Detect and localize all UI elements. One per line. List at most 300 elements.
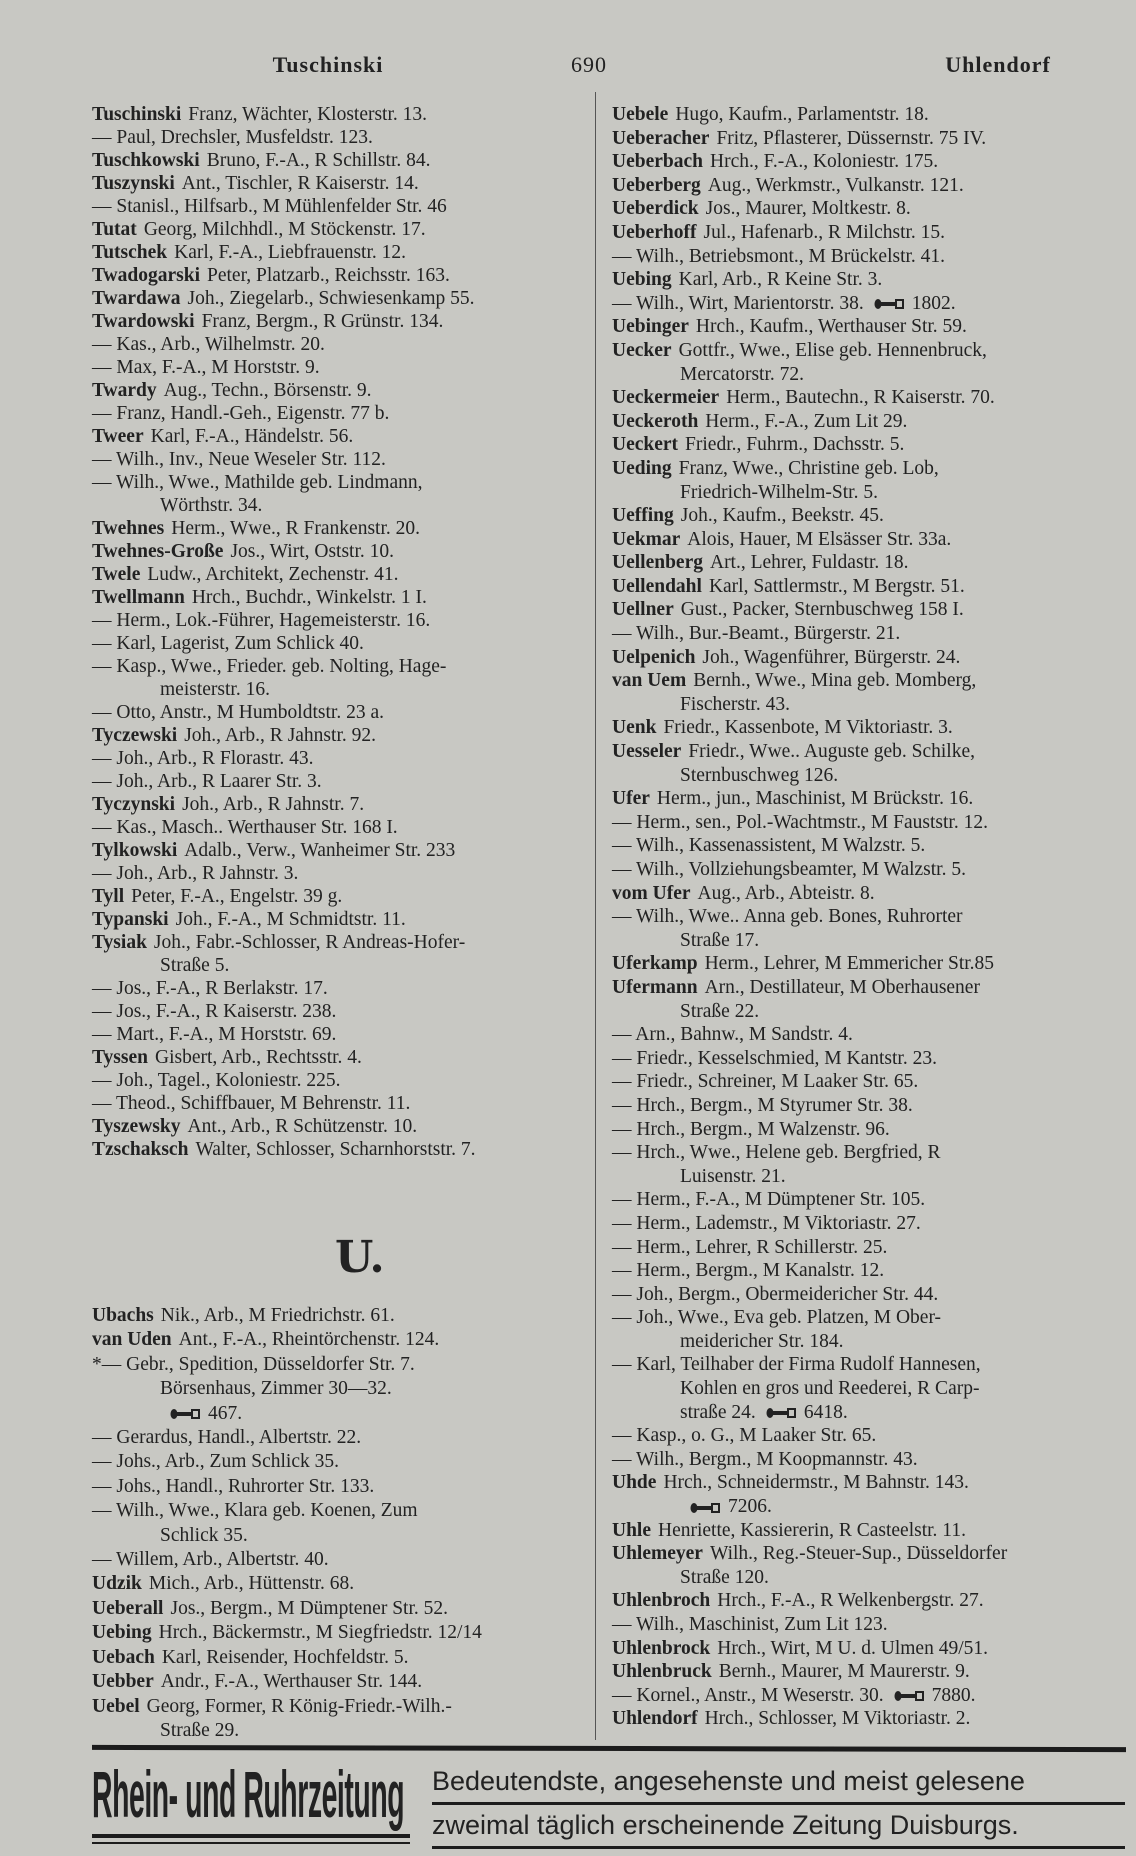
telephone-icon — [874, 298, 904, 310]
entry-surname: Uhle — [612, 1519, 651, 1541]
entry-details: — Wilh., Bur.-Beamt., Bürgerstr. 21. — [612, 623, 901, 645]
directory-entry — [92, 517, 476, 540]
entry-surname: Ueckert — [612, 434, 679, 456]
directory-entry — [92, 1548, 482, 1572]
entry-details: — Joh., Wwe., Eva geb. Platzen, M Ober- — [612, 1307, 942, 1329]
entry-continuation — [612, 481, 1007, 505]
entry-details: — Max, F.-A., M Horststr. 9. — [92, 357, 320, 378]
entry-details: Walter, Schlosser, Scharnhorststr. 7. — [195, 1139, 476, 1160]
entry-details: Karl, Reisender, Hochfeldstr. 5. — [161, 1646, 409, 1668]
directory-entry — [612, 1212, 1007, 1236]
entry-details: Luisenstr. 21. — [680, 1165, 786, 1187]
directory-entry — [612, 1707, 1007, 1731]
entry-details: — Hrch., Bergm., M Styrumer Str. 38. — [612, 1094, 913, 1116]
entry-surname: Uebel — [92, 1695, 140, 1717]
entry-continuation — [612, 1165, 1007, 1189]
section-letter-heading: U. — [335, 1232, 385, 1283]
directory-entry — [92, 1023, 476, 1046]
directory-entry — [612, 1637, 1007, 1661]
entry-surname: Uesseler — [612, 741, 682, 763]
entry-details: Aug., Arb., Abteistr. 8. — [697, 882, 875, 904]
entry-details: Karl, Arb., R Keine Str. 3. — [678, 269, 883, 291]
directory-entry — [92, 839, 476, 862]
entry-details: Jos., Wirt, Oststr. 10. — [230, 541, 394, 562]
entry-details: Hrch., Schneidermstr., M Bahnstr. 143. — [663, 1472, 969, 1494]
directory-entry — [612, 174, 1007, 198]
directory-entry — [612, 834, 1007, 858]
directory-entry — [92, 632, 476, 655]
directory-entry — [92, 1670, 482, 1694]
newspaper-logo — [92, 1758, 410, 1830]
directory-entry — [92, 1069, 476, 1092]
entry-surname: Tzschaksch — [92, 1139, 189, 1160]
entry-details: Ant., Arb., R Schützenstr. 10. — [187, 1116, 418, 1137]
entry-details: meisterstr. 16. — [160, 679, 270, 700]
entry-details: — Wilh., Maschinist, Zum Lit 123. — [612, 1614, 888, 1635]
entry-surname: Twellmann — [92, 587, 185, 608]
directory-entry — [612, 1448, 1007, 1472]
entry-details: Franz, Bergm., R Grünstr. 134. — [201, 311, 444, 332]
entry-details: Nik., Arb., M Friedrichstr. 61. — [160, 1305, 395, 1326]
entry-surname: van Uem — [612, 670, 687, 692]
entry-details: Straße 120. — [680, 1566, 769, 1588]
directory-entry — [612, 268, 1007, 292]
directory-entry — [92, 1621, 482, 1645]
entry-details: Sternbuschweg 126. — [680, 764, 839, 786]
directory-entry — [612, 575, 1007, 599]
directory-entry — [92, 1000, 476, 1023]
entry-details: Adalb., Verw., Wanheimer Str. 233 — [184, 840, 456, 861]
entry-surname: Ueberbach — [612, 151, 703, 173]
entry-details: Herm., Wwe., R Frankenstr. 20. — [171, 518, 421, 539]
entry-details: — Wilh., Vollziehungsbeamter, M Walzstr. 5. — [612, 859, 966, 880]
entry-details: — Kas., Masch.. Werthauser Str. 168 I. — [92, 817, 398, 838]
entry-continuation — [612, 1330, 1007, 1354]
entry-details: Mercatorstr. 72. — [680, 363, 805, 385]
entry-details: Mich., Arb., Hüttenstr. 68. — [148, 1573, 355, 1595]
entry-details: Straße 17. — [680, 929, 760, 951]
entry-details: Jul., Hafenarb., R Milchstr. 15. — [703, 221, 946, 243]
directory-entry — [612, 1094, 1007, 1118]
entry-surname: Tyssen — [92, 1047, 148, 1068]
entry-surname: Tutat — [92, 219, 137, 240]
entry-details: Alois, Hauer, M Elsässer Str. 33a. — [687, 528, 952, 550]
entry-surname: Uenk — [612, 717, 657, 739]
entry-details: — Wilh., Betriebsmont., M Brückelstr. 41. — [612, 245, 946, 267]
entry-details: Fischerstr. 43. — [680, 693, 790, 715]
entry-details: Friedr., Fuhrm., Dachsstr. 5. — [685, 434, 905, 456]
entry-details: Joh., Arb., R Jahnstr. 92. — [184, 725, 376, 746]
entry-details: — Willem, Arb., Albertstr. 40. — [92, 1549, 329, 1571]
directory-entry — [92, 126, 476, 149]
entry-details: Herm., Lehrer, M Emmericher Str.85 — [704, 953, 995, 975]
entry-details: — Wilh., Inv., Neue Weseler Str. 112. — [92, 449, 386, 470]
entry-continuation — [612, 363, 1007, 387]
entry-surname: Uecker — [612, 339, 672, 361]
entry-surname: Ueding — [612, 457, 672, 479]
entry-details: — Otto, Anstr., M Humboldtstr. 23 a. — [92, 702, 384, 723]
entry-details: Ludw., Architekt, Zechenstr. 41. — [147, 564, 399, 585]
entry-details: — Hrch., Wwe., Helene geb. Bergfried, R — [612, 1142, 941, 1164]
entry-details: — Karl, Teilhaber der Firma Rudolf Hannesen, — [612, 1354, 981, 1376]
directory-entry — [92, 1475, 482, 1499]
directory-entry — [612, 1188, 1007, 1212]
entry-surname: Ueberall — [92, 1597, 164, 1619]
entry-details: — Kornel., Anstr., M Weserstr. 30. — [612, 1684, 884, 1706]
directory-entry — [612, 646, 1007, 670]
entry-surname: Tyczynski — [92, 794, 176, 815]
entry-surname: Ufer — [612, 788, 650, 810]
directory-entry — [612, 1684, 1007, 1708]
entry-details: Joh., Wagenführer, Bürgerstr. 24. — [702, 646, 961, 668]
entry-surname: Uebber — [92, 1671, 154, 1693]
entry-surname: Ueckermeier — [612, 387, 720, 409]
entry-details: — Joh., Arb., R Florastr. 43. — [92, 748, 314, 769]
entry-continuation — [92, 1719, 482, 1743]
entry-details: — Arn., Bahnw., M Sandstr. 4. — [612, 1024, 853, 1046]
entry-surname: Uhde — [612, 1472, 657, 1494]
directory-entry — [92, 655, 476, 678]
entry-details: Hrch., F.-A., Koloniestr. 175. — [710, 151, 939, 173]
entry-surname: Uebele — [612, 104, 669, 125]
entry-details: — Joh., Arb., R Laarer Str. 3. — [92, 771, 322, 792]
entry-surname: Twehnes-Große — [92, 541, 224, 562]
directory-entry — [612, 1047, 1007, 1071]
entry-details: — Herm., Lehrer, R Schillerstr. 25. — [612, 1236, 888, 1258]
entry-surname: Ueckeroth — [612, 410, 699, 432]
directory-entry — [92, 540, 476, 563]
directory-entry — [612, 952, 1007, 976]
entry-details: Karl, F.-A., Händelstr. 56. — [150, 426, 354, 447]
telephone-number: 7206. — [728, 1496, 772, 1518]
entry-details: — Wilh., Wwe.. Anna geb. Bones, Ruhrorter — [612, 906, 963, 928]
entry-surname: Uebach — [92, 1646, 155, 1668]
directory-entry — [612, 811, 1007, 835]
directory-entry — [612, 1259, 1007, 1283]
entry-surname: vom Ufer — [612, 882, 691, 904]
directory-entry — [612, 386, 1007, 410]
entry-details: — Wilh., Bergm., M Koopmannstr. 43. — [612, 1448, 918, 1470]
directory-entry — [92, 1092, 476, 1115]
entry-continuation — [612, 1495, 1007, 1519]
entry-details: — Friedr., Schreiner, M Laaker Str. 65. — [612, 1071, 919, 1093]
entry-details: Franz, Wwe., Christine geb. Lob, — [678, 457, 939, 479]
entry-surname: Tysiak — [92, 932, 147, 953]
directory-entry — [612, 103, 1007, 127]
entry-surname: Ueberacher — [612, 127, 710, 149]
directory-entry — [92, 885, 476, 908]
directory-entry — [92, 1328, 482, 1352]
directory-entry — [92, 908, 476, 931]
directory-entry — [612, 504, 1007, 528]
entry-details: — Paul, Drechsler, Musfeldstr. 123. — [92, 127, 373, 148]
entry-surname: Twele — [92, 564, 141, 585]
directory-entry — [612, 315, 1007, 339]
running-head-right: Uhlendorf — [945, 52, 1051, 77]
entry-surname: Uebing — [92, 1622, 152, 1644]
directory-entry — [612, 1283, 1007, 1307]
entry-details: — Hrch., Bergm., M Walzenstr. 96. — [612, 1118, 890, 1140]
entry-surname: Twehnes — [92, 518, 165, 539]
entry-details: Jos., Maurer, Moltkestr. 8. — [705, 198, 911, 220]
entry-details: Straße 29. — [160, 1719, 240, 1741]
directory-entry — [92, 471, 476, 494]
directory-entry — [92, 402, 476, 425]
directory-entry — [612, 339, 1007, 363]
directory-entry — [612, 1141, 1007, 1165]
entry-surname: Tyczewski — [92, 725, 178, 746]
directory-entry — [92, 1572, 482, 1596]
directory-entry — [612, 787, 1007, 811]
entry-details: Hrch., Kaufm., Werthauser Str. 59. — [695, 316, 967, 338]
entry-surname: Tyszewsky — [92, 1116, 181, 1137]
directory-entry — [612, 197, 1007, 221]
entry-details: — Wilh., Kassenassistent, M Walzstr. 5. — [612, 835, 926, 857]
entry-details: Joh., Kaufm., Beekstr. 45. — [680, 505, 884, 527]
directory-entry — [92, 609, 476, 632]
entry-details: — Karl, Lagerist, Zum Schlick 40. — [92, 633, 364, 654]
entry-surname: Tweer — [92, 426, 144, 447]
entry-continuation — [612, 929, 1007, 953]
entry-surname: Uferkamp — [612, 953, 698, 975]
entry-details: Joh., Arb., R Jahnstr. 7. — [182, 794, 365, 815]
entry-continuation — [92, 954, 476, 977]
entry-surname: Typanski — [92, 909, 169, 930]
entry-details: — Joh., Arb., R Jahnstr. 3. — [92, 863, 299, 884]
running-head-left: Tuschinski — [272, 52, 384, 77]
directory-entry — [92, 218, 476, 241]
entry-continuation — [92, 1402, 482, 1426]
entry-details: Gottfr., Wwe., Elise geb. Hennenbruck, — [678, 339, 987, 361]
directory-entry — [92, 724, 476, 747]
entry-details: — Kasp., Wwe., Frieder. geb. Nolting, Hage- — [92, 656, 447, 677]
entry-details: — Friedr., Kesselschmied, M Kantstr. 23. — [612, 1047, 937, 1069]
directory-entry — [92, 586, 476, 609]
entry-surname: Ubachs — [92, 1305, 154, 1326]
directory-entry — [612, 292, 1007, 316]
directory-entry — [612, 1542, 1007, 1566]
directory-entry — [92, 448, 476, 471]
telephone-icon — [690, 1502, 720, 1514]
directory-entry — [612, 127, 1007, 151]
directory-entry — [612, 905, 1007, 929]
entry-details: Aug., Techn., Börsenstr. 9. — [163, 380, 372, 401]
entry-details: Wilh., Reg.-Steuer-Sup., Düsseldorfer — [709, 1543, 1008, 1565]
entry-surname: Udzik — [92, 1573, 142, 1595]
entry-details: Straße 5. — [160, 955, 230, 976]
page-number: 690 — [571, 52, 607, 77]
telephone-number: 7880. — [931, 1684, 976, 1706]
entry-details: Joh., F.-A., M Schmidtstr. 11. — [175, 909, 406, 930]
entry-details: Andr., F.-A., Werthauser Str. 144. — [160, 1671, 423, 1693]
entry-continuation — [92, 1524, 482, 1548]
entry-details: Karl, F.-A., Liebfrauenstr. 12. — [174, 242, 406, 263]
entry-surname: Uekmar — [612, 528, 681, 550]
directory-entry — [612, 1613, 1007, 1637]
directory-entry — [92, 1646, 482, 1670]
entry-details: — Wilh., Wirt, Marientorstr. 38. — [612, 292, 864, 314]
entry-surname: Tutschek — [92, 242, 168, 263]
directory-entry — [92, 747, 476, 770]
telephone-icon — [766, 1407, 796, 1419]
entry-surname: Uelpenich — [612, 646, 696, 668]
entry-surname: Tuschinski — [92, 104, 182, 125]
slogan-rule — [432, 1802, 1125, 1805]
entry-details: Schlick 35. — [160, 1524, 248, 1546]
entry-surname: Ueffing — [612, 505, 674, 527]
directory-entry — [92, 770, 476, 793]
entry-surname: Uellenberg — [612, 552, 703, 574]
entry-details: — Theod., Schiffbauer, M Behrenstr. 11. — [92, 1093, 411, 1114]
entry-continuation — [612, 1566, 1007, 1590]
directory-entry — [612, 1070, 1007, 1094]
entry-details: — Herm., Bergm., M Kanalstr. 12. — [612, 1260, 885, 1282]
directory-entry — [92, 862, 476, 885]
directory-entry — [612, 740, 1007, 764]
telephone-icon — [170, 1408, 200, 1420]
entry-surname: Tuszynski — [92, 173, 175, 194]
directory-entry — [92, 310, 476, 333]
right-column-u-entries — [612, 103, 1007, 1731]
directory-entry — [92, 425, 476, 448]
directory-entry — [92, 793, 476, 816]
directory-entry — [612, 622, 1007, 646]
entry-details: — Wilh., Wwe., Klara geb. Koenen, Zum — [92, 1500, 418, 1522]
entry-surname: Twardy — [92, 380, 157, 401]
directory-entry — [612, 1471, 1007, 1495]
directory-entry — [92, 1426, 482, 1450]
entry-details: — Herm., F.-A., M Dümptener Str. 105. — [612, 1189, 926, 1211]
entry-details: — Jos., F.-A., R Berlakstr. 17. — [92, 978, 328, 999]
entry-details: Gust., Packer, Sternbuschweg 158 I. — [680, 599, 964, 621]
directory-entry — [92, 1597, 482, 1621]
entry-surname: Uhlenbruck — [612, 1661, 712, 1683]
entry-details: Georg, Milchhdl., M Stöckenstr. 17. — [143, 219, 426, 240]
entry-details: — Kasp., o. G., M Laaker Str. 65. — [612, 1425, 877, 1447]
entry-surname: Uhlemeyer — [612, 1543, 703, 1565]
directory-entry — [92, 701, 476, 724]
entry-details: Friedrich-Wilhelm-Str. 5. — [680, 481, 878, 503]
entry-details: Friedr., Kassenbote, M Viktoriastr. 3. — [663, 717, 953, 739]
directory-entry — [612, 716, 1007, 740]
directory-entry — [92, 1353, 482, 1377]
entry-details: Straße 22. — [680, 1000, 760, 1022]
entry-details: Kohlen en gros und Reederei, R Carp- — [680, 1378, 980, 1400]
entry-continuation — [612, 1377, 1007, 1401]
directory-entry — [92, 356, 476, 379]
directory-entry — [92, 1304, 482, 1328]
entry-details: *— Gebr., Spedition, Düsseldorfer Str. 7. — [92, 1353, 415, 1375]
entry-details: — Franz, Handl.-Geh., Eigenstr. 77 b. — [92, 403, 390, 424]
directory-entry — [612, 1519, 1007, 1543]
entry-details: Franz, Wächter, Klosterstr. 13. — [188, 104, 428, 125]
entry-details: Hrch., Schlosser, M Viktoriastr. 2. — [704, 1708, 971, 1730]
directory-entry — [612, 433, 1007, 457]
entry-continuation — [92, 494, 476, 517]
directory-entry — [612, 1236, 1007, 1260]
newspaper-logo-text: Rhein- und Ruhrzeitung — [92, 1757, 405, 1831]
entry-details: Friedr., Wwe.. Auguste geb. Schilke, — [688, 741, 975, 763]
entry-surname: Uhlenbrock — [612, 1637, 711, 1659]
entry-details: straße 24. — [680, 1401, 756, 1423]
entry-details: Ant., F.-A., Rheintörchenstr. 124. — [178, 1329, 440, 1351]
entry-details: Hrch., F.-A., R Welkenbergstr. 27. — [717, 1590, 984, 1612]
telephone-icon — [894, 1690, 924, 1702]
directory-entry — [612, 221, 1007, 245]
entry-details: Herm., jun., Maschinist, M Brückstr. 16. — [656, 788, 974, 810]
directory-entry — [92, 1499, 482, 1523]
entry-surname: Uebing — [612, 269, 672, 291]
entry-continuation — [612, 1000, 1007, 1024]
entry-surname: Uellendahl — [612, 575, 702, 597]
entry-details: Bernh., Maurer, M Maurerstr. 9. — [718, 1661, 970, 1683]
entry-details: — Johs., Handl., Ruhrorter Str. 133. — [92, 1475, 375, 1497]
directory-entry — [92, 379, 476, 402]
entry-details: Peter, F.-A., Engelstr. 39 g. — [131, 886, 343, 907]
entry-details: — Herm., Lademstr., M Viktoriastr. 27. — [612, 1212, 921, 1234]
entry-continuation — [612, 693, 1007, 717]
entry-details: Georg, Former, R König-Friedr.-Wilh.- — [146, 1695, 452, 1717]
left-column-u-entries — [92, 1304, 482, 1743]
entry-surname: Twadogarski — [92, 265, 200, 286]
directory-entry — [92, 977, 476, 1000]
column-divider — [595, 92, 596, 1740]
directory-entry — [612, 528, 1007, 552]
entry-surname: Ueberberg — [612, 174, 701, 196]
directory-entry — [92, 931, 476, 954]
entry-details: — Kas., Arb., Wilhelmstr. 20. — [92, 334, 325, 355]
entry-details: Joh., Ziegelarb., Schwiesenkamp 55. — [187, 288, 475, 309]
directory-entry — [92, 563, 476, 586]
directory-entry — [612, 1306, 1007, 1330]
directory-entry — [612, 882, 1007, 906]
entry-details: Hrch., Buchdr., Winkelstr. 1 I. — [191, 587, 427, 608]
directory-entry — [92, 1046, 476, 1069]
directory-entry — [612, 150, 1007, 174]
entry-details: meidericher Str. 184. — [680, 1330, 844, 1352]
entry-details: Herm., F.-A., Zum Lit 29. — [705, 410, 908, 432]
advert-top-rule — [92, 1745, 1126, 1752]
entry-surname: van Uden — [92, 1329, 172, 1351]
entry-surname: Tyll — [92, 886, 125, 907]
entry-details: Hrch., Bäckermstr., M Siegfriedstr. 12/14 — [158, 1622, 482, 1644]
entry-details: Hrch., Wirt, M U. d. Ulmen 49/51. — [717, 1637, 988, 1659]
directory-entry — [612, 1660, 1007, 1684]
directory-entry — [92, 103, 476, 126]
entry-details: Karl, Sattlermstr., M Bergstr. 51. — [708, 575, 965, 597]
directory-entry — [612, 1118, 1007, 1142]
entry-details: Peter, Platzarb., Reichsstr. 163. — [207, 265, 450, 286]
directory-entry — [92, 172, 476, 195]
entry-details: — Joh., Bergm., Obermeidericher Str. 44. — [612, 1283, 939, 1305]
entry-continuation — [612, 764, 1007, 788]
entry-details: Wörthstr. 34. — [160, 495, 263, 516]
directory-entry — [92, 816, 476, 839]
directory-entry — [612, 1023, 1007, 1047]
telephone-number: 467. — [208, 1402, 243, 1424]
entry-details: Bernh., Wwe., Mina geb. Momberg, — [693, 670, 977, 692]
entry-details: Henriette, Kassiererin, R Casteelstr. 11. — [658, 1519, 966, 1541]
logo-rule — [92, 1834, 410, 1838]
directory-entry — [612, 551, 1007, 575]
directory-entry — [612, 1424, 1007, 1448]
directory-entry — [612, 858, 1007, 882]
entry-details: Börsenhaus, Zimmer 30—32. — [160, 1378, 392, 1400]
directory-entry — [612, 976, 1007, 1000]
entry-details: Ant., Tischler, R Kaiserstr. 14. — [181, 173, 419, 194]
entry-surname: Twardawa — [92, 288, 181, 309]
entry-surname: Tuschkowski — [92, 150, 200, 171]
